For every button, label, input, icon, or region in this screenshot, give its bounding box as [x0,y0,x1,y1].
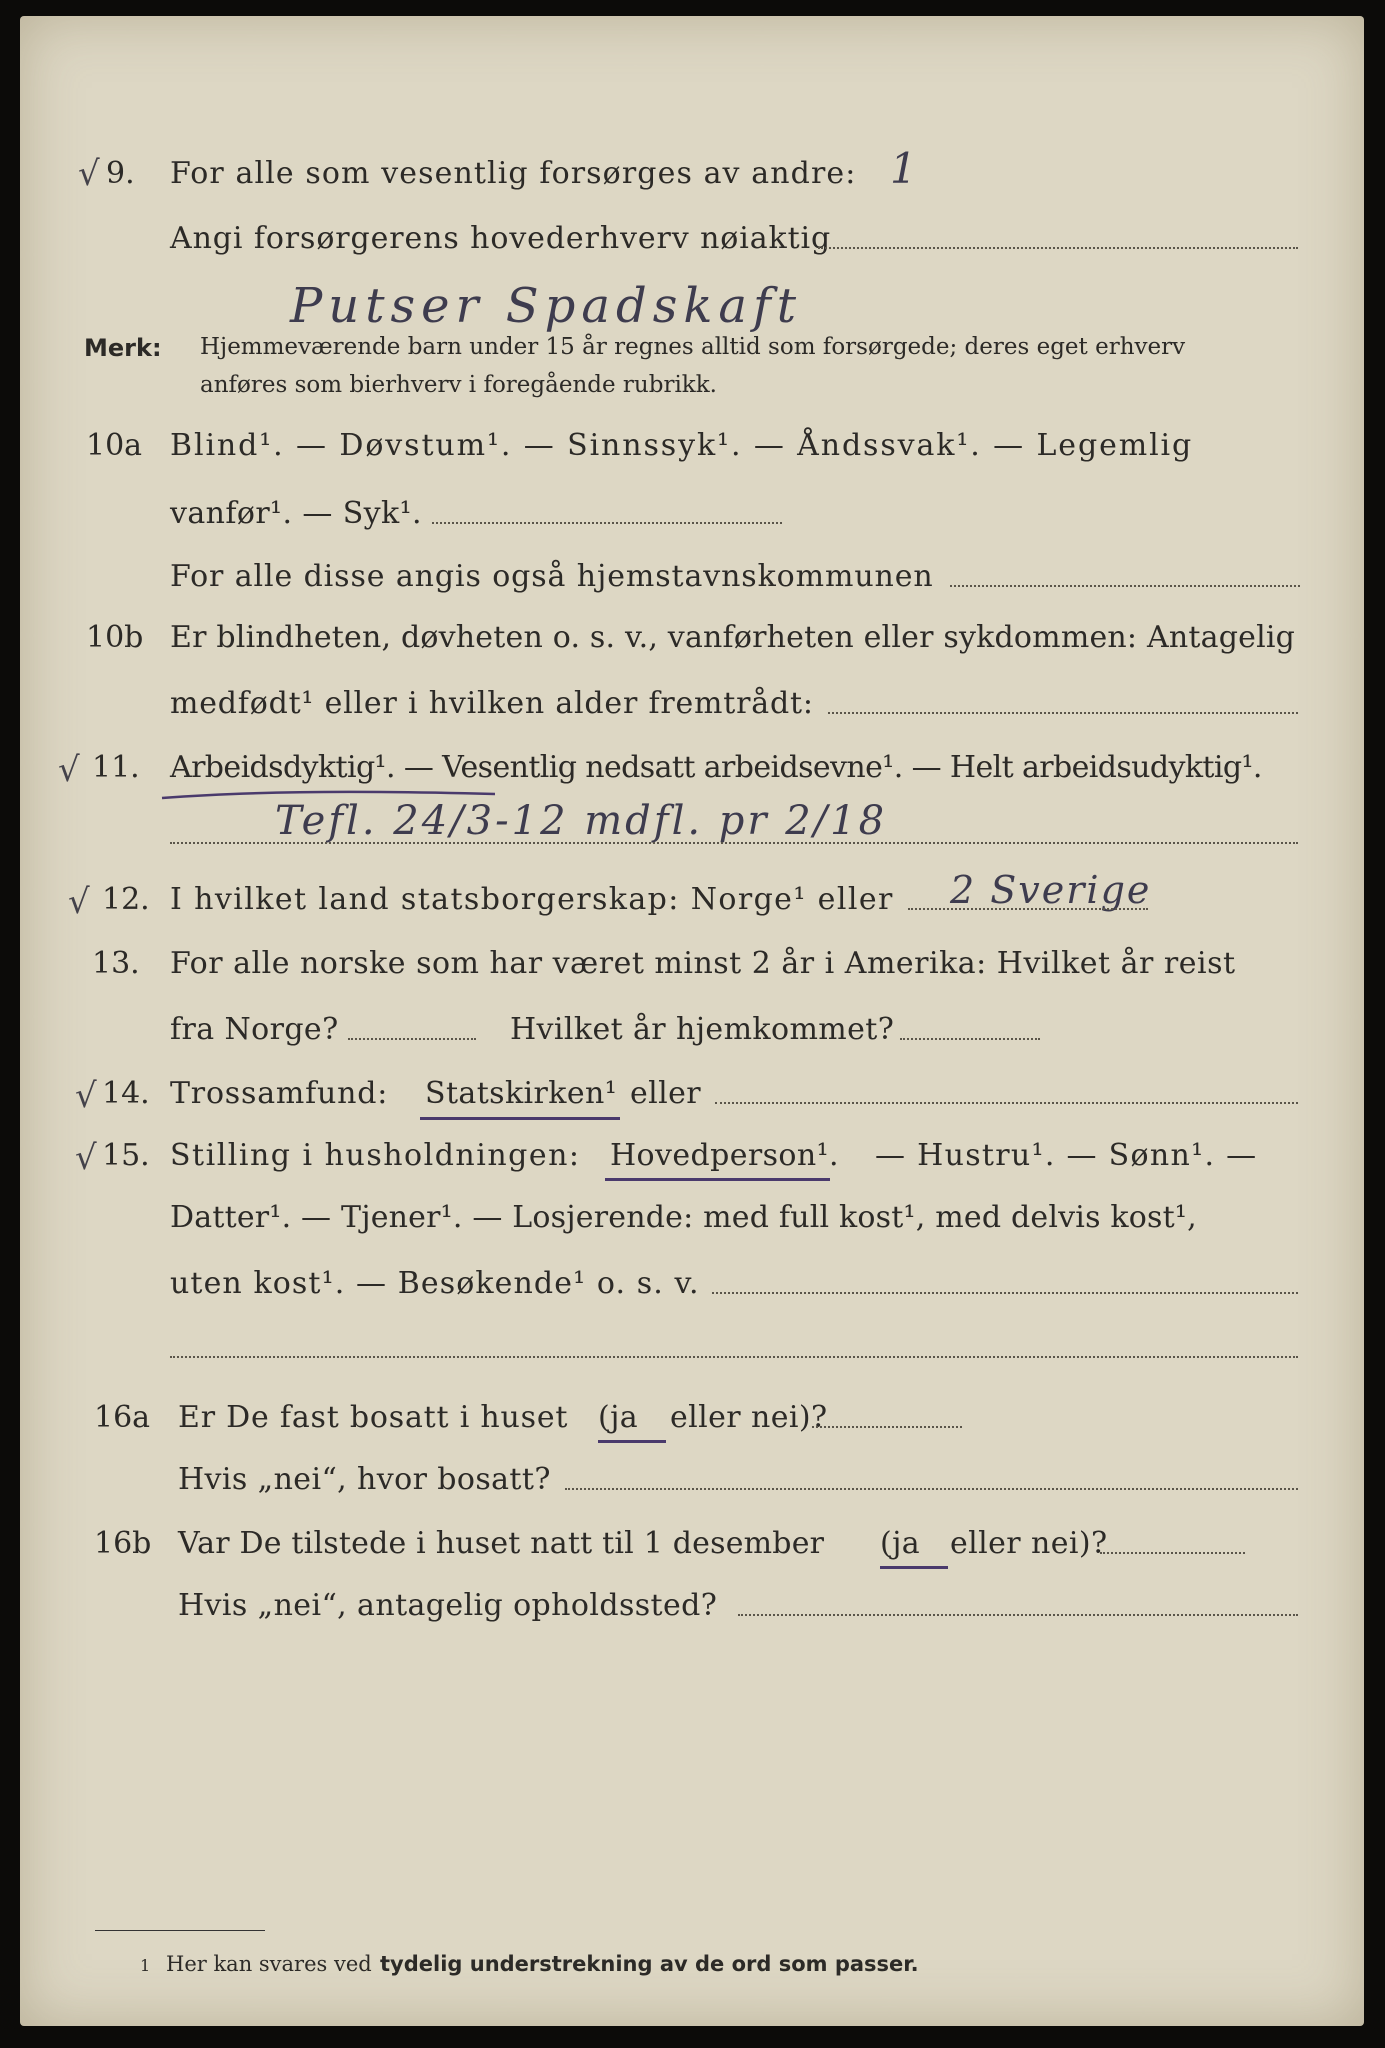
question-number-9: 9. [106,156,135,191]
q16a-fill-line-2 [565,1488,1298,1490]
q16b-underlined-answer: (ja [880,1526,921,1561]
merk-label: Merk: [84,334,162,362]
q15-fill-line-1 [712,1292,1298,1294]
checkmark-q15: √ [75,1138,97,1178]
footnote-text-bold: tydelig understrekning av de ord som passer. [380,1952,919,1976]
footnote-mark: 1 [140,1956,151,1975]
question-number-10a: 10a [86,428,143,463]
q14-label: Trossamfund: [170,1076,389,1111]
checkmark-q9: √ [78,154,100,194]
footnote-text-pre: Her kan svares ved [166,1952,372,1976]
checkmark-q12: √ [68,882,90,922]
q16b-line1-post: eller nei)? [950,1526,1108,1561]
q13-line1: For alle norske som har været minst 2 år i Amerika: Hvilket år reist [170,946,1236,981]
footnote-rule [95,1930,265,1931]
q15-underlined-answer: Hovedperson¹. [610,1138,839,1173]
question-number-16b: 16b [94,1526,152,1561]
q15-line2: Datter¹. — Tjener¹. — Losjerende: med full kost¹, med delvis kost¹, [170,1200,1197,1235]
question-number-13: 13. [92,946,140,981]
q15-rest1: — Hustru¹. — Sønn¹. — [875,1138,1258,1173]
question-number-16a: 16a [94,1400,151,1435]
q9-fill-line [818,247,1298,249]
q13-fill-line-2 [900,1038,1040,1040]
q10a-line1: Blind¹. — Døvstum¹. — Sinnssyk¹. — Åndssvak¹. — Legemlig [170,428,1194,463]
q15-fill-line-2 [170,1356,1298,1358]
q16b-line2: Hvis „nei“, antagelig opholdssted? [178,1588,718,1623]
q16b-line1-pre: Var De tilstede i huset natt til 1 desember [178,1526,825,1561]
q16a-line1-pre: Er De fast bosatt i huset [178,1400,569,1435]
q15-line3: uten kost¹. — Besøkende¹ o. s. v. [170,1266,700,1301]
question-number-11: 11. [92,750,140,785]
q14-fill-line [715,1102,1298,1104]
q10a-line2: vanfør¹. — Syk¹. [170,496,422,531]
q10a-fill-line-1 [432,522,782,524]
q16b-fill-line-1 [1100,1552,1245,1554]
q11-handwriting: Tefl. 24/3-12 mdfl. pr 2/18 [275,798,888,844]
q16a-underlined-answer: (ja [598,1400,639,1435]
q10b-line1: Er blindheten, døvheten o. s. v., vanførheten eller sykdommen: Antagelig [170,620,1296,655]
question-number-14: 14. [102,1076,150,1111]
merk-line2: anføres som bierhverv i foregående rubrikk. [200,372,717,398]
q12-line1: I hvilket land statsborgerskap: Norge¹ eller [170,882,894,917]
q15-label: Stilling i husholdningen: [170,1138,581,1173]
q16b-answer-underline [880,1566,948,1569]
q9-line1: For alle som vesentlig forsørges av andre: [170,156,857,191]
checkmark-q11: √ [58,750,80,790]
census-form-page [20,16,1364,2026]
q13-line2b: Hvilket år hjemkommet? [510,1012,895,1047]
question-number-10b: 10b [86,620,144,655]
q10b-line2: medfødt¹ eller i hvilken alder fremtrådt: [170,686,814,721]
q11-fill-line [170,842,1298,844]
q16a-line2: Hvis „nei“, hvor bosatt? [178,1462,551,1497]
q10b-fill-line [828,712,1298,714]
q9-line2: Angi forsørgerens hovederhverv nøiaktig [170,221,832,256]
q10a-fill-line-2 [950,585,1300,587]
q15-answer-underline [605,1178,830,1181]
q14-answer-underline [420,1117,620,1120]
q12-fill-line [908,908,1148,910]
q16a-answer-underline [598,1440,666,1443]
q16a-line1-post: eller nei)? [670,1400,828,1435]
q9-answer-handwriting: 1 [890,144,917,193]
q13-fill-line-1 [348,1038,476,1040]
q9-handwriting-occupation: Putser Spadskaft [290,278,803,334]
question-number-15: 15. [102,1138,150,1173]
q14-underlined-answer: Statskirken¹ [425,1076,618,1111]
checkmark-q14: √ [75,1076,97,1116]
q10a-line3: For alle disse angis også hjemstavnskommunen [170,559,934,594]
merk-line1: Hjemmeværende barn under 15 år regnes alltid som forsørgede; deres eget erhverv [200,334,1186,360]
question-number-12: 12. [102,882,150,917]
q12-handwriting: 2 Sverige [950,868,1152,912]
q14-rest: eller [630,1076,702,1111]
q16b-fill-line-2 [738,1614,1298,1616]
q16a-fill-line-1 [812,1426,962,1428]
q11-line1: Arbeidsdyktig¹. — Vesentlig nedsatt arbeidsevne¹. — Helt arbeidsudyktig¹. [170,750,1262,785]
q13-line2a: fra Norge? [170,1012,339,1047]
